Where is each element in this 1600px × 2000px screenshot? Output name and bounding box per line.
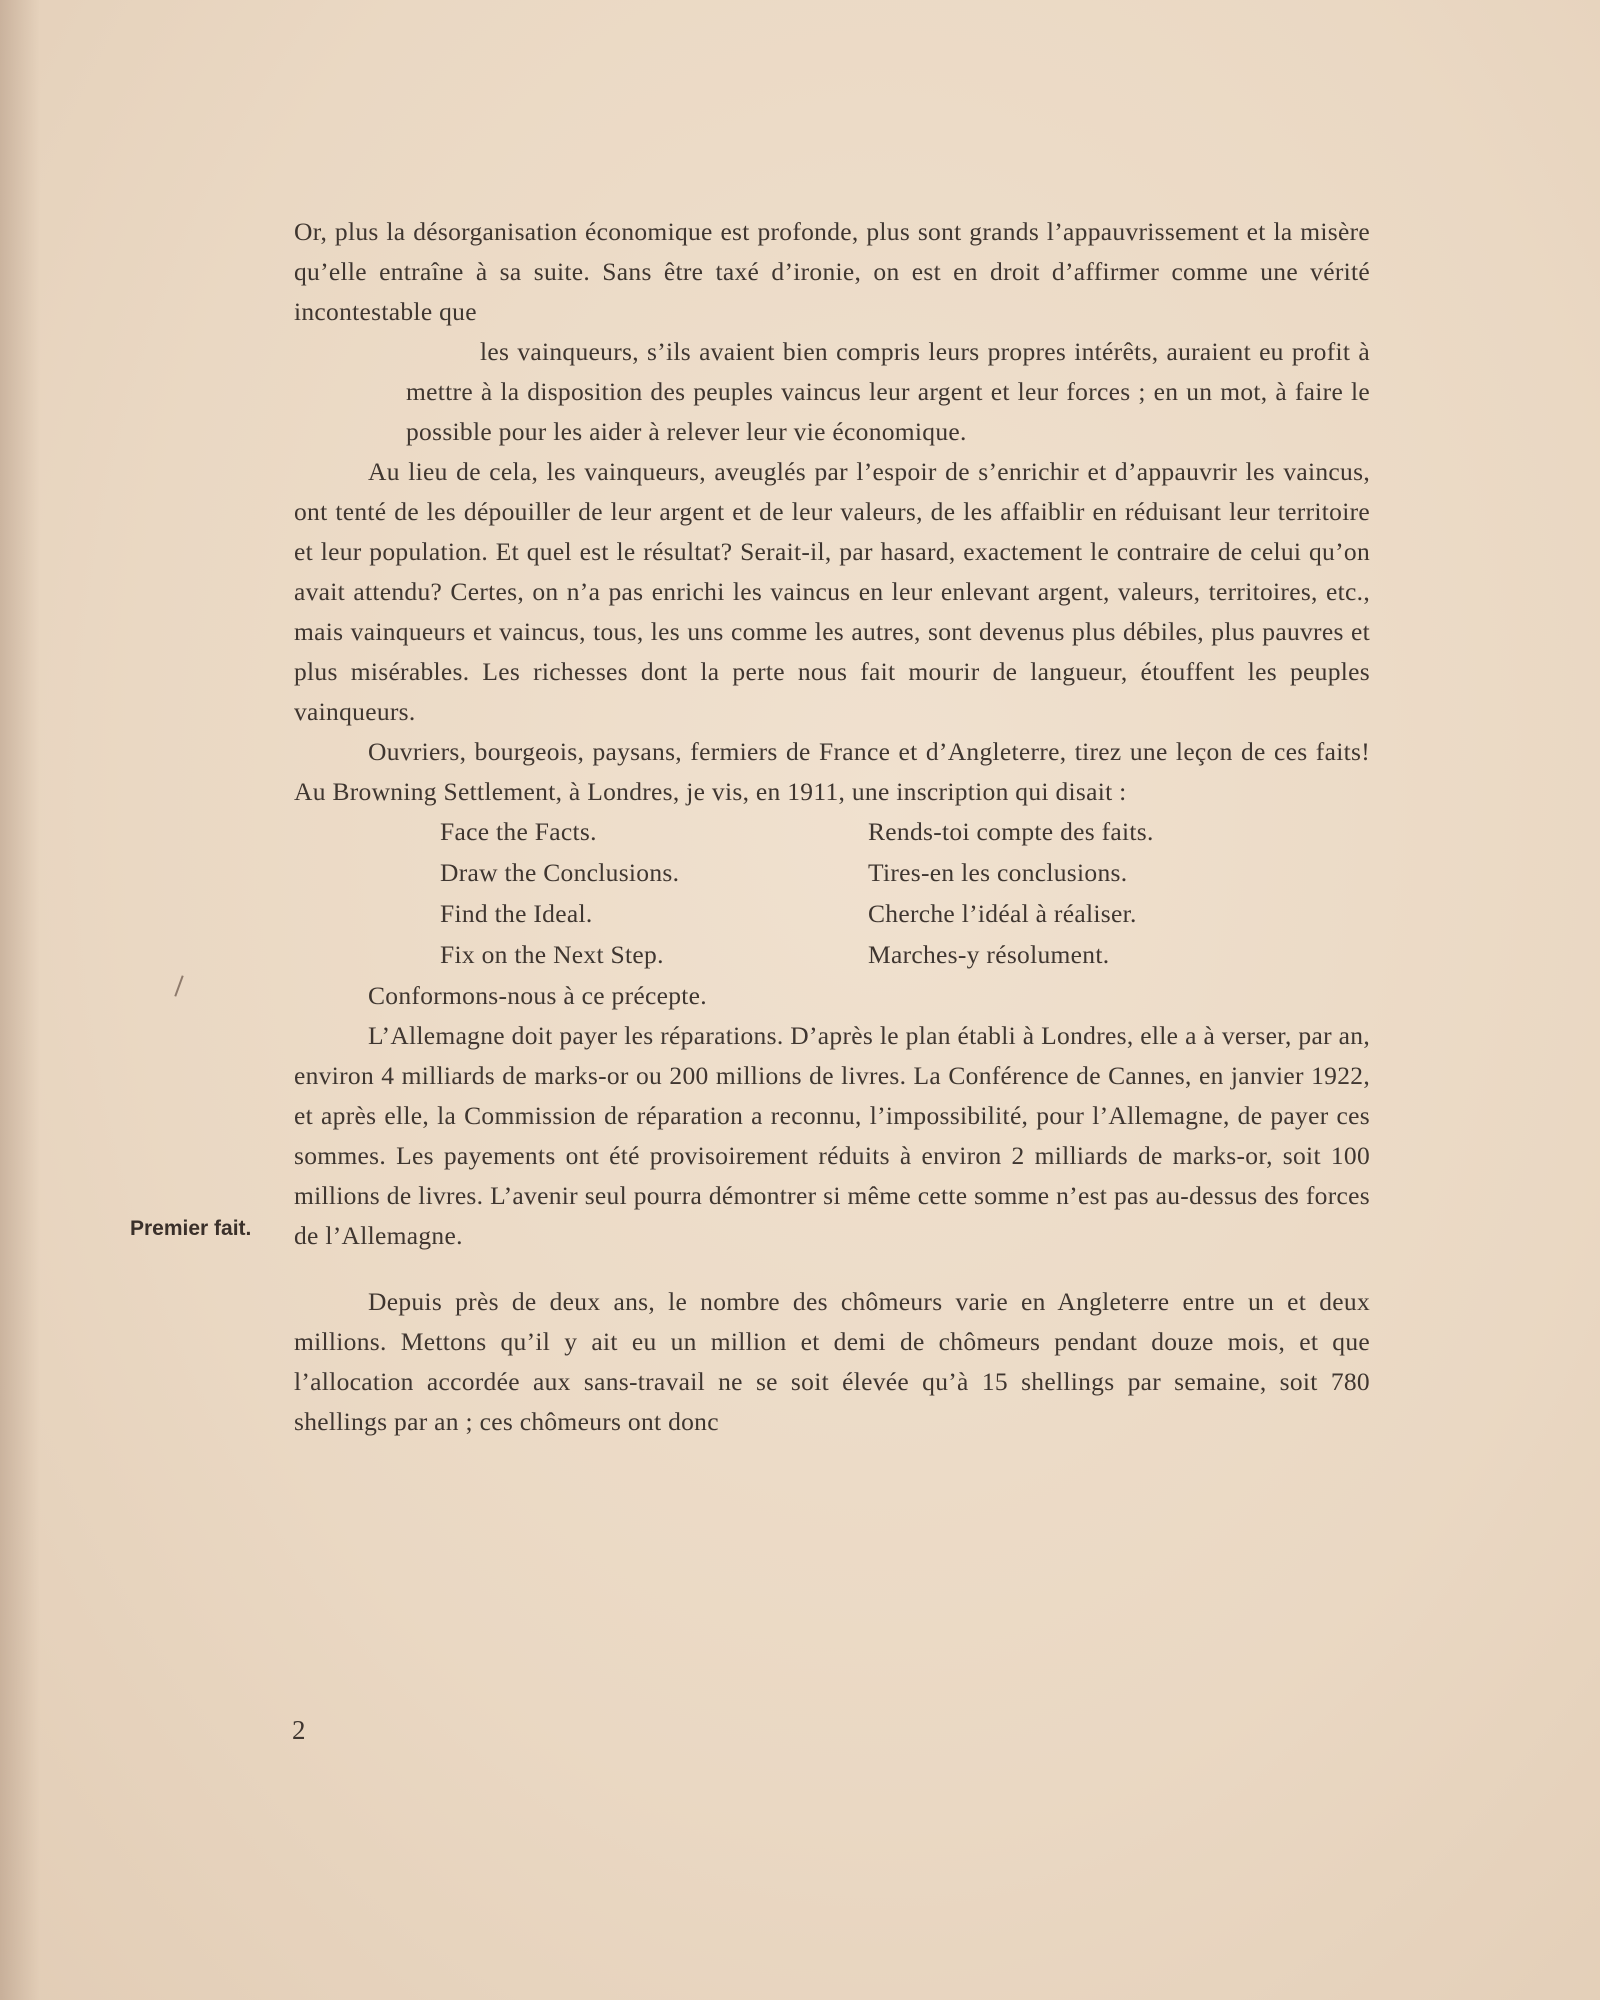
motto-french-column bbox=[868, 812, 1288, 976]
motto-french-line: Cherche l’idéal à réaliser. bbox=[868, 899, 1137, 928]
motto-inscription bbox=[440, 812, 1370, 976]
motto-english-line: Face the Facts. bbox=[440, 817, 597, 846]
motto-english-line: Fix on the Next Step. bbox=[440, 940, 664, 969]
paragraph-2: Au lieu de cela, les vainqueurs, aveuglés par l’espoir de s’enrichir et d’appauvrir les vaincus, ont tenté de les dépouiller de leur argent et de leur valeurs, de les affaiblir en réduisant leur territoire et leur population. Et quel est le résultat? Serait-il, par hasard, exactement le contraire de celui qu’on avait attendu? Certes, on n’a pas enrichi les vaincus en leur enlevant argent, valeurs, territoires, etc., mais vainqueurs et vaincus, tous, les uns comme les autres, sont devenus plus débiles, plus pauvres et plus misérables. Les richesses dont la perte nous fait mourir de langueur, étouffent les peuples vainqueurs. bbox=[294, 457, 1370, 726]
paragraph-4: Conformons-nous à ce précepte. bbox=[368, 981, 707, 1010]
quoted-passage: les vainqueurs, s’ils avaient bien compris leurs propres intérêts, auraient eu profit à mettre à la disposition des peuples vaincus leur argent et leur forces ; en un mot, à faire le possible pour les aider à relever leur vie économique. bbox=[406, 337, 1370, 446]
motto-english-line: Draw the Conclusions. bbox=[440, 858, 680, 887]
motto-english-column bbox=[440, 812, 860, 976]
margin-note: Premier fait. bbox=[130, 1217, 252, 1240]
motto-english-line: Find the Ideal. bbox=[440, 899, 593, 928]
paragraph-5: L’Allemagne doit payer les réparations. D’après le plan établi à Londres, elle a à verser, par an, environ 4 milliards de marks-or ou 200 millions de livres. La Conférence de Cannes, en janvier 1922, et après elle, la Commission de réparation a reconnu, l’impossibilité, pour l’Allemagne, de payer ces sommes. Les payements ont été provisoirement réduits à environ 2 milliards de marks-or, soit 100 millions de livres. L’avenir seul pourra démontrer si même cette somme n’est pas au-dessus des forces de l’Allemagne. bbox=[294, 1021, 1370, 1250]
motto-french-line: Rends-toi compte des faits. bbox=[868, 817, 1154, 846]
paragraph-3: Ouvriers, bourgeois, paysans, fermiers de France et d’Angleterre, tirez une leçon de ces faits! Au Browning Settlement, à Londres, je vis, en 1911, une inscription qui disait : bbox=[294, 737, 1370, 806]
page-number: 2 bbox=[292, 1715, 306, 1745]
body-text bbox=[294, 212, 1370, 1442]
stray-pen-mark bbox=[174, 975, 183, 996]
paragraph-6: Depuis près de deux ans, le nombre des chômeurs varie en Angleterre entre un et deux millions. Mettons qu’il y ait eu un million et demi de chômeurs pendant douze mois, et que l’allocation accordée aux sans-travail ne se soit élevée qu’à 15 shellings par semaine, soit 780 shellings par an ; ces chômeurs ont donc bbox=[294, 1287, 1370, 1436]
motto-french-line: Marches-y résolument. bbox=[868, 940, 1110, 969]
page-edge-shadow bbox=[0, 0, 40, 2000]
paragraph-1: Or, plus la désorganisation économique est profonde, plus sont grands l’appauvrissement et la misère qu’elle entraîne à sa suite. Sans être taxé d’ironie, on est en droit d’affirmer comme une vérité incontestable que bbox=[294, 217, 1370, 326]
paragraph-gap bbox=[294, 1256, 1370, 1282]
motto-french-line: Tires-en les conclusions. bbox=[868, 858, 1128, 887]
